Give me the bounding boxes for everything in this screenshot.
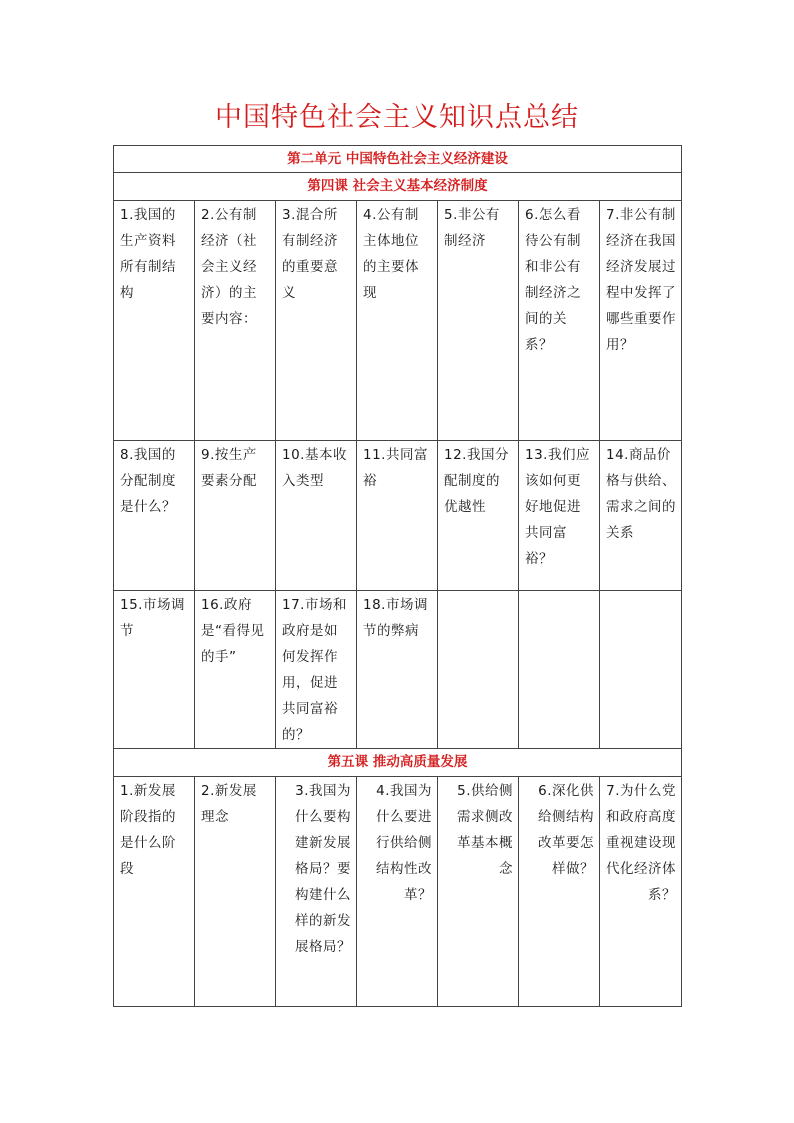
table-cell <box>438 441 519 591</box>
table-cell <box>114 777 195 1007</box>
knowledge-point: 5.非公有制经济 <box>444 207 500 249</box>
table-row <box>114 591 682 749</box>
knowledge-point <box>600 591 681 592</box>
knowledge-point: 5.供给侧需求侧改革基本概念 <box>457 783 513 877</box>
knowledge-point: 1.新发展阶段指的是什么阶段 <box>120 783 176 877</box>
unit-header: 第二单元 中国特色社会主义经济建设 <box>114 146 682 173</box>
knowledge-point: 3.混合所有制经济的重要意义 <box>282 207 338 301</box>
knowledge-point: 12.我国分配制度的优越性 <box>444 447 509 515</box>
table-cell <box>276 777 357 1007</box>
knowledge-point <box>519 591 599 592</box>
knowledge-point: 8.我国的分配制度是什么？ <box>120 447 176 515</box>
knowledge-point: 1.我国的生产资料所有制结构 <box>120 207 176 301</box>
knowledge-point: 3.我国为什么要构建新发展格局？要构建什么样的新发展格局？ <box>295 783 351 955</box>
table-cell <box>600 441 682 591</box>
knowledge-point: 2.新发展理念 <box>201 783 257 825</box>
knowledge-points-table <box>113 145 682 1007</box>
knowledge-point: 14.商品价格与供给、需求之间的关系 <box>606 447 676 541</box>
table-cell <box>357 441 438 591</box>
table-cell <box>357 201 438 441</box>
table-cell <box>438 201 519 441</box>
table-cell <box>114 441 195 591</box>
table-cell <box>357 591 438 749</box>
table-cell <box>195 591 276 749</box>
document-title: 中国特色社会主义知识点总结 <box>215 102 579 133</box>
table-row <box>114 777 682 1007</box>
table-cell <box>600 201 682 441</box>
knowledge-point: 16.政府是“看得见的手” <box>201 597 265 665</box>
table-cell <box>519 201 600 441</box>
table-cell <box>276 591 357 749</box>
knowledge-point: 4.公有制主体地位的主要体现 <box>363 207 419 301</box>
knowledge-point: 6.深化供给侧结构改革要怎样做？ <box>538 783 594 877</box>
table-cell <box>276 201 357 441</box>
knowledge-point <box>438 591 518 592</box>
knowledge-point: 15.市场调节 <box>120 597 185 639</box>
table-cell <box>519 441 600 591</box>
knowledge-point: 18.市场调节的弊病 <box>363 597 428 639</box>
table-cell <box>114 591 195 749</box>
knowledge-point: 13.我们应该如何更好地促进共同富裕？ <box>525 447 590 567</box>
table-row <box>114 441 682 591</box>
table-cell <box>276 441 357 591</box>
knowledge-point: 6.怎么看待公有制和非公有制经济之间的关系？ <box>525 207 581 353</box>
lesson-5-header: 第五课 推动高质量发展 <box>114 749 682 777</box>
empty-cell <box>519 591 600 749</box>
knowledge-point: 11.共同富裕 <box>363 447 428 489</box>
knowledge-point: 9.按生产要素分配 <box>201 447 257 489</box>
table-row <box>114 201 682 441</box>
table-cell <box>195 201 276 441</box>
table-cell <box>600 777 682 1007</box>
table-cell <box>195 777 276 1007</box>
lesson-4-header: 第四课 社会主义基本经济制度 <box>114 173 682 201</box>
knowledge-point: 2.公有制经济（社会主义经济）的主要内容： <box>201 207 257 327</box>
table-cell <box>438 777 519 1007</box>
table-cell <box>114 201 195 441</box>
table-cell <box>519 777 600 1007</box>
table-cell <box>357 777 438 1007</box>
empty-cell <box>600 591 682 749</box>
knowledge-point: 17.市场和政府是如何发挥作用，促进共同富裕的？ <box>282 597 347 743</box>
knowledge-point: 7.为什么党和政府高度重视建设现代化经济体系？ <box>606 783 676 903</box>
empty-cell <box>438 591 519 749</box>
knowledge-point: 7.非公有制经济在我国经济发展过程中发挥了哪些重要作用？ <box>606 207 676 353</box>
knowledge-point: 10.基本收入类型 <box>282 447 347 489</box>
table-cell <box>195 441 276 591</box>
knowledge-point: 4.我国为什么要进行供给侧结构性改革？ <box>376 783 432 903</box>
